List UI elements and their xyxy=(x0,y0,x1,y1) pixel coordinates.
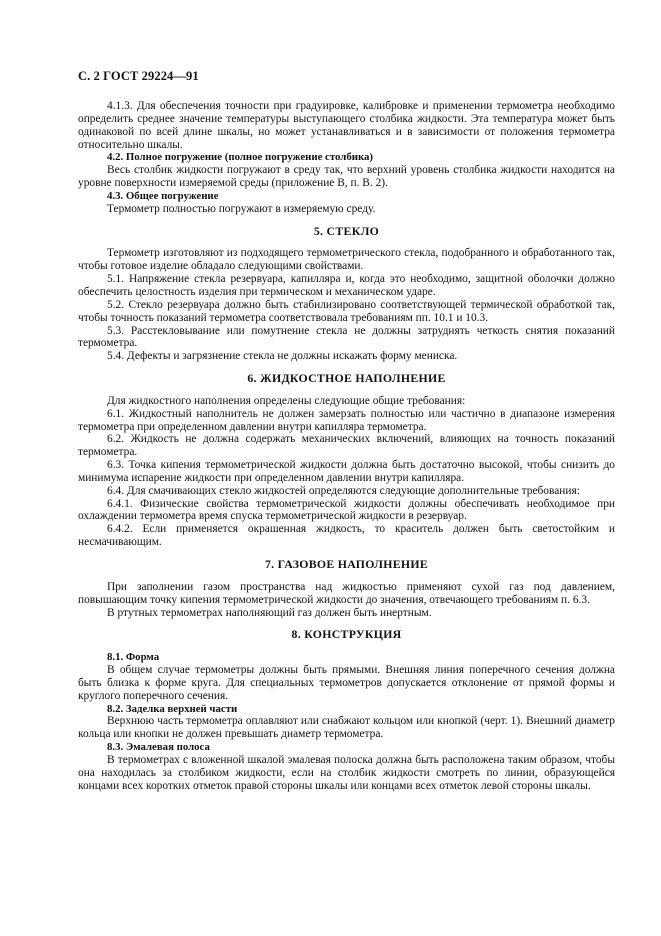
paragraph-6-4-1: 6.4.1. Физические свойства термометрической жидкости должны обеспечивать необходимое при охлаждении термометра время спуска термометрической жидкости в резервуар. xyxy=(78,497,615,523)
subheading-8-2: 8.2. Заделка верхней части xyxy=(107,702,238,715)
paragraph-7-1: При заполнении газом пространства над жидкостью применяют сухой газ под давлением, повышающим точку кипения термометрической жидкости до значения, отвечающего требованиям п. 6.3. xyxy=(78,580,615,606)
section-5-title: 5. СТЕКЛО xyxy=(313,223,380,238)
paragraph-5-1: 5.1. Напряжение стекла резервуара, капилляра и, когда это необходимо, защитной оболочки должно обеспечить целостность изделия при термическом и механическом ударе. xyxy=(78,273,615,298)
paragraph-4-3: Термометр полностью погружают в измеряемую среду. xyxy=(107,202,376,215)
paragraph-4-2: Весь столбик жидкости погружают в среду так, что верхний уровень столбика жидкости находится на уровне поверхности измеряемой среды (приложение В, п. В. 2). xyxy=(78,164,615,190)
subheading-8-3: 8.3. Эмалевая полоса xyxy=(107,741,210,754)
paragraph-4-1-3: 4.1.3. Для обеспечения точности при градуировке, калибровке и применении термометра необходимо определить среднее значение температуры выступающего столбика жидкости. Эта температура может быть одинаковой по всей длине шкалы, но может устанавливаться и в зависимости от положения термометра относительно шкалы. xyxy=(78,100,615,151)
paragraph-6-4: 6.4. Для смачивающих стекло жидкостей определяются следующие дополнительные требования: xyxy=(107,484,580,497)
paragraph-6-1: 6.1. Жидкостный наполнитель не должен замерзать полностью или частично в диапазоне измерения термометра при определенном давлении внутри капилляра термометра. xyxy=(78,407,615,433)
paragraph-8-1: В общем случае термометры должны быть прямыми. Внешняя линия поперечного сечения должна быть близка к форме круга. Для специальных термометров допускается отклонение от прямой формы и круглого поперечного сечения. xyxy=(78,664,615,702)
section-5-intro: Термометр изготовляют из подходящего термометрического стекла, подобранного и обработанного так, чтобы готовое изделие обладало следующими свойствами. xyxy=(78,247,615,273)
paragraph-6-3: 6.3. Точка кипения термометрической жидкости должна быть достаточно высокой, чтобы снизить до минимума испарение жидкости при определенном давлении внутри капилляра. xyxy=(78,459,615,484)
subheading-4-3: 4.3. Общее погружение xyxy=(107,189,219,202)
paragraph-7-2: В ртутных термометрах наполняющий газ должен быть инертным. xyxy=(107,606,432,619)
paragraph-8-2: Верхнюю часть термометра оплавляют или снабжают кольцом или кнопкой (черт. 1). Внешний диаметр кольца или кнопки не должен превышать диаметр термометра. xyxy=(78,715,615,741)
document-body xyxy=(78,100,615,793)
subheading-4-2: 4.2. Полное погружение (полное погружение столбика) xyxy=(107,151,373,164)
paragraph-6-4-2: 6.4.2. Если применяется окрашенная жидкость, то краситель должен быть светостойким и несмачивающим. xyxy=(78,523,615,549)
paragraph-8-3: В термометрах с вложенной шкалой эмалевая полоска должна быть расположена таким образом, чтобы она находилась за столбиком жидкости, если на столбик жидкости смотреть по линии, образующейся концами всех коротких отметок правой стороны шкалы или концами всех отметок левой стороны шкалы. xyxy=(78,753,615,792)
section-6-intro: Для жидкостного наполнения определены следующие общие требования: xyxy=(107,394,466,407)
paragraph-5-2: 5.2. Стекло резервуара должно быть стабилизировано соответствующей термической обработкой так, чтобы точность показаний термометра соответствовала требованиям пп. 10.1 и 10.3. xyxy=(78,298,615,324)
section-6-title: 6. ЖИДКОСТНОЕ НАПОЛНЕНИЕ xyxy=(247,371,446,386)
section-8-title: 8. КОНСТРУКЦИЯ xyxy=(291,627,402,642)
subheading-8-1: 8.1. Форма xyxy=(107,651,160,664)
paragraph-5-4: 5.4. Дефекты и загрязнение стекла не должны искажать форму мениска. xyxy=(107,350,458,363)
paragraph-5-3: 5.3. Расстекловывание или помутнение стекла не должны затруднять четкость снятия показаний термометра. xyxy=(78,324,615,350)
page-header: С. 2 ГОСТ 29224—91 xyxy=(78,69,199,83)
section-7-title: 7. ГАЗОВОЕ НАПОЛНЕНИЕ xyxy=(264,557,429,571)
paragraph-6-2: 6.2. Жидкость не должна содержать механических включений, влияющих на точность показаний термометра. xyxy=(78,433,615,459)
